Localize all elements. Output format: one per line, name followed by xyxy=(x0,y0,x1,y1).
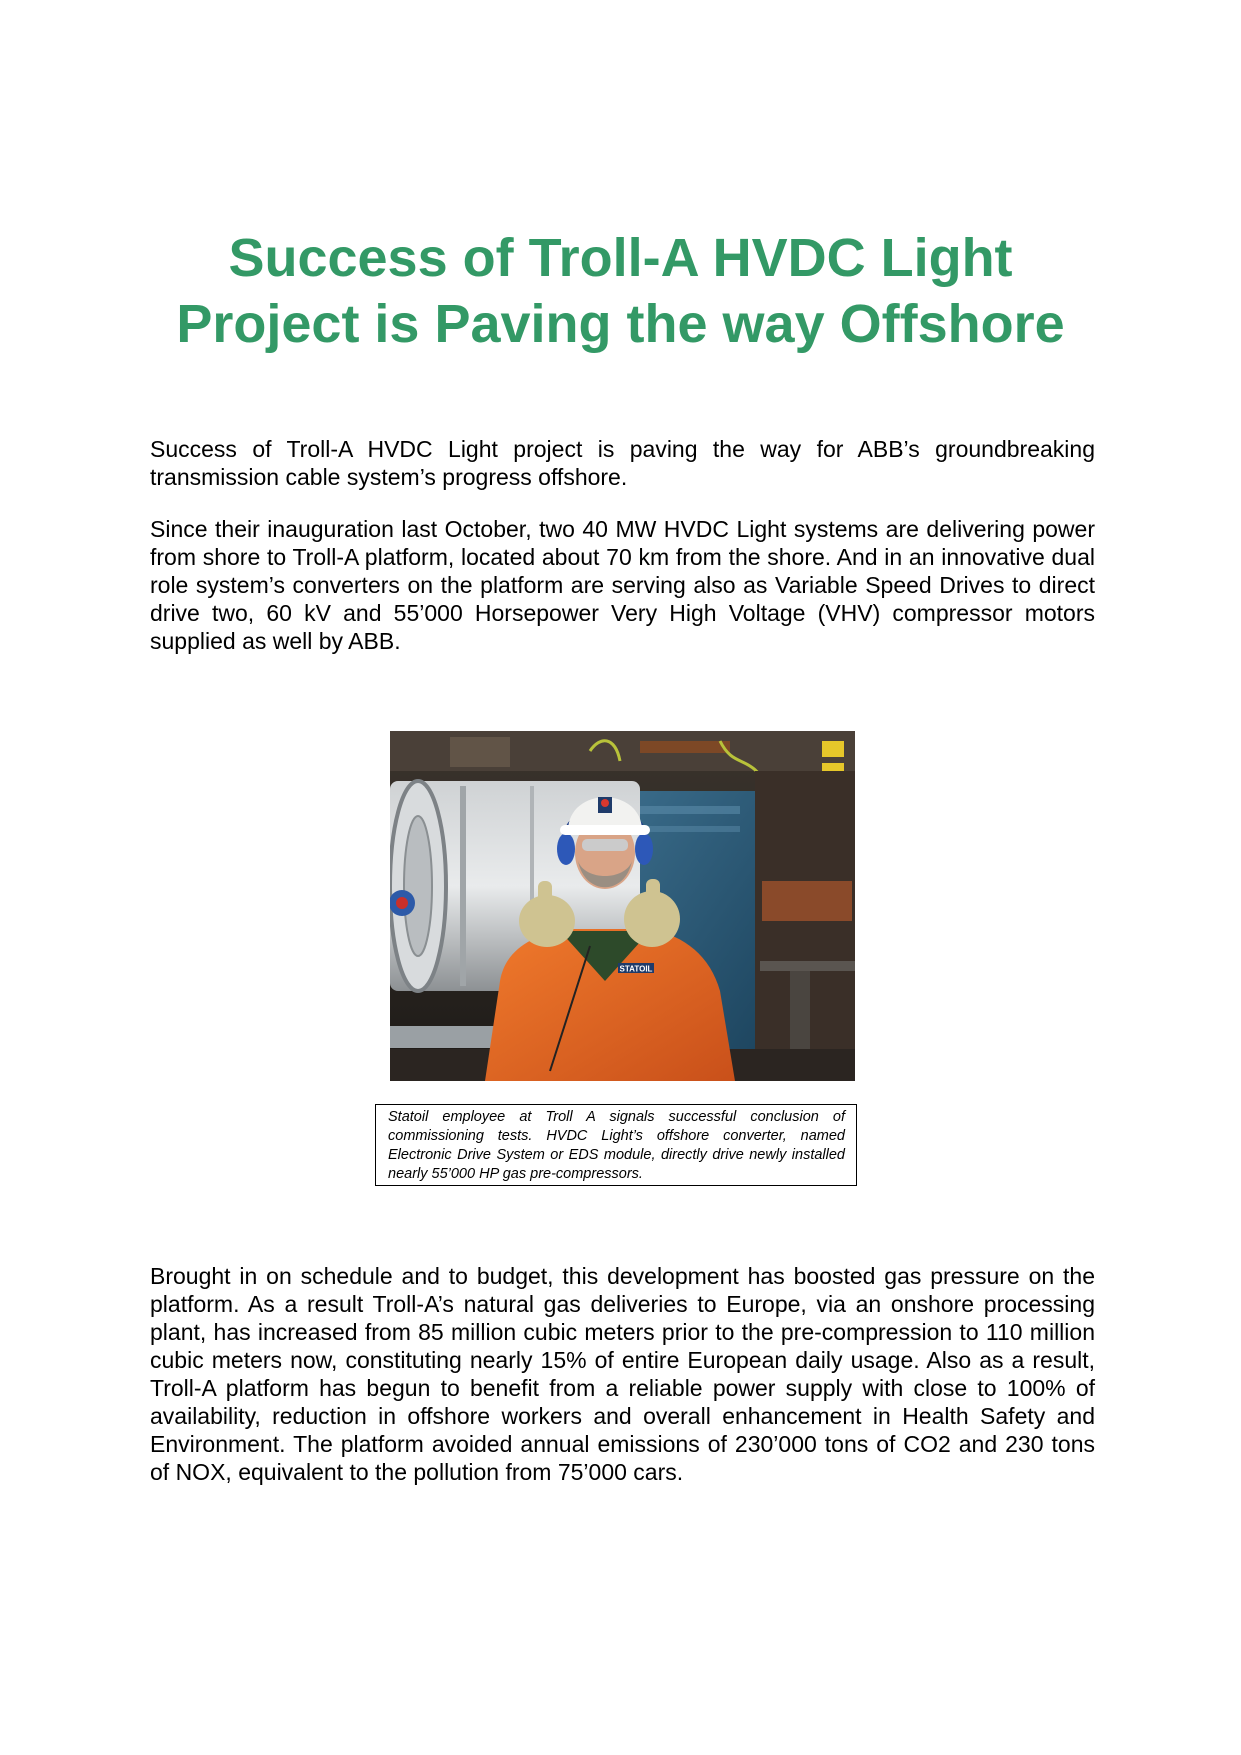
intro-paragraph: Success of Troll-A HVDC Light project is paving the way for ABB’s groundbreaking transmission cable system’s progress offshore. xyxy=(150,436,1095,490)
inauguration-paragraph: Since their inauguration last October, two 40 MW HVDC Light systems are delivering power from shore to Troll-A platform, located about 70 km from the shore. And in an innovative dual role system’s converters on the platform are serving also as Variable Speed Drives to direct drive two, 60 kV and 55’000 Horsepower Very High Voltage (VHV) compressor motors supplied as well by ABB. xyxy=(150,516,1095,654)
page-title xyxy=(150,225,1091,357)
photo-caption: Statoil employee at Troll A signals successful conclusion of commissioning tests. HVDC Light’s offshore converter, named Electronic Drive System or EDS module, directly drive newly installed nearly 55’000 HP gas pre-compressors. xyxy=(375,1104,857,1186)
results-paragraph: Brought in on schedule and to budget, this development has boosted gas pressure on the platform. As a result Troll-A’s natural gas deliveries to Europe, via an onshore processing plant, has increased from 85 million cubic meters prior to the pre-compression to 110 million cubic meters now, constituting nearly 15% of entire European daily usage. Also as a result, Troll-A platform has begun to benefit from a reliable power supply with close to 100% of availability, reduction in offshore workers and overall enhancement in Health Safety and Environment. The platform avoided annual emissions of 230’000 tons of CO2 and 230 tons of NOX, equivalent to the pollution from 75’000 cars. xyxy=(150,1263,1095,1485)
statoil-employee-photo xyxy=(390,731,855,1081)
title-line-2: Project is Paving the way Offshore xyxy=(176,294,1065,354)
title-line-1: Success of Troll-A HVDC Light xyxy=(228,228,1013,288)
photo-illustration xyxy=(390,731,855,1081)
coverall-logo-text: STATOIL xyxy=(619,964,653,974)
